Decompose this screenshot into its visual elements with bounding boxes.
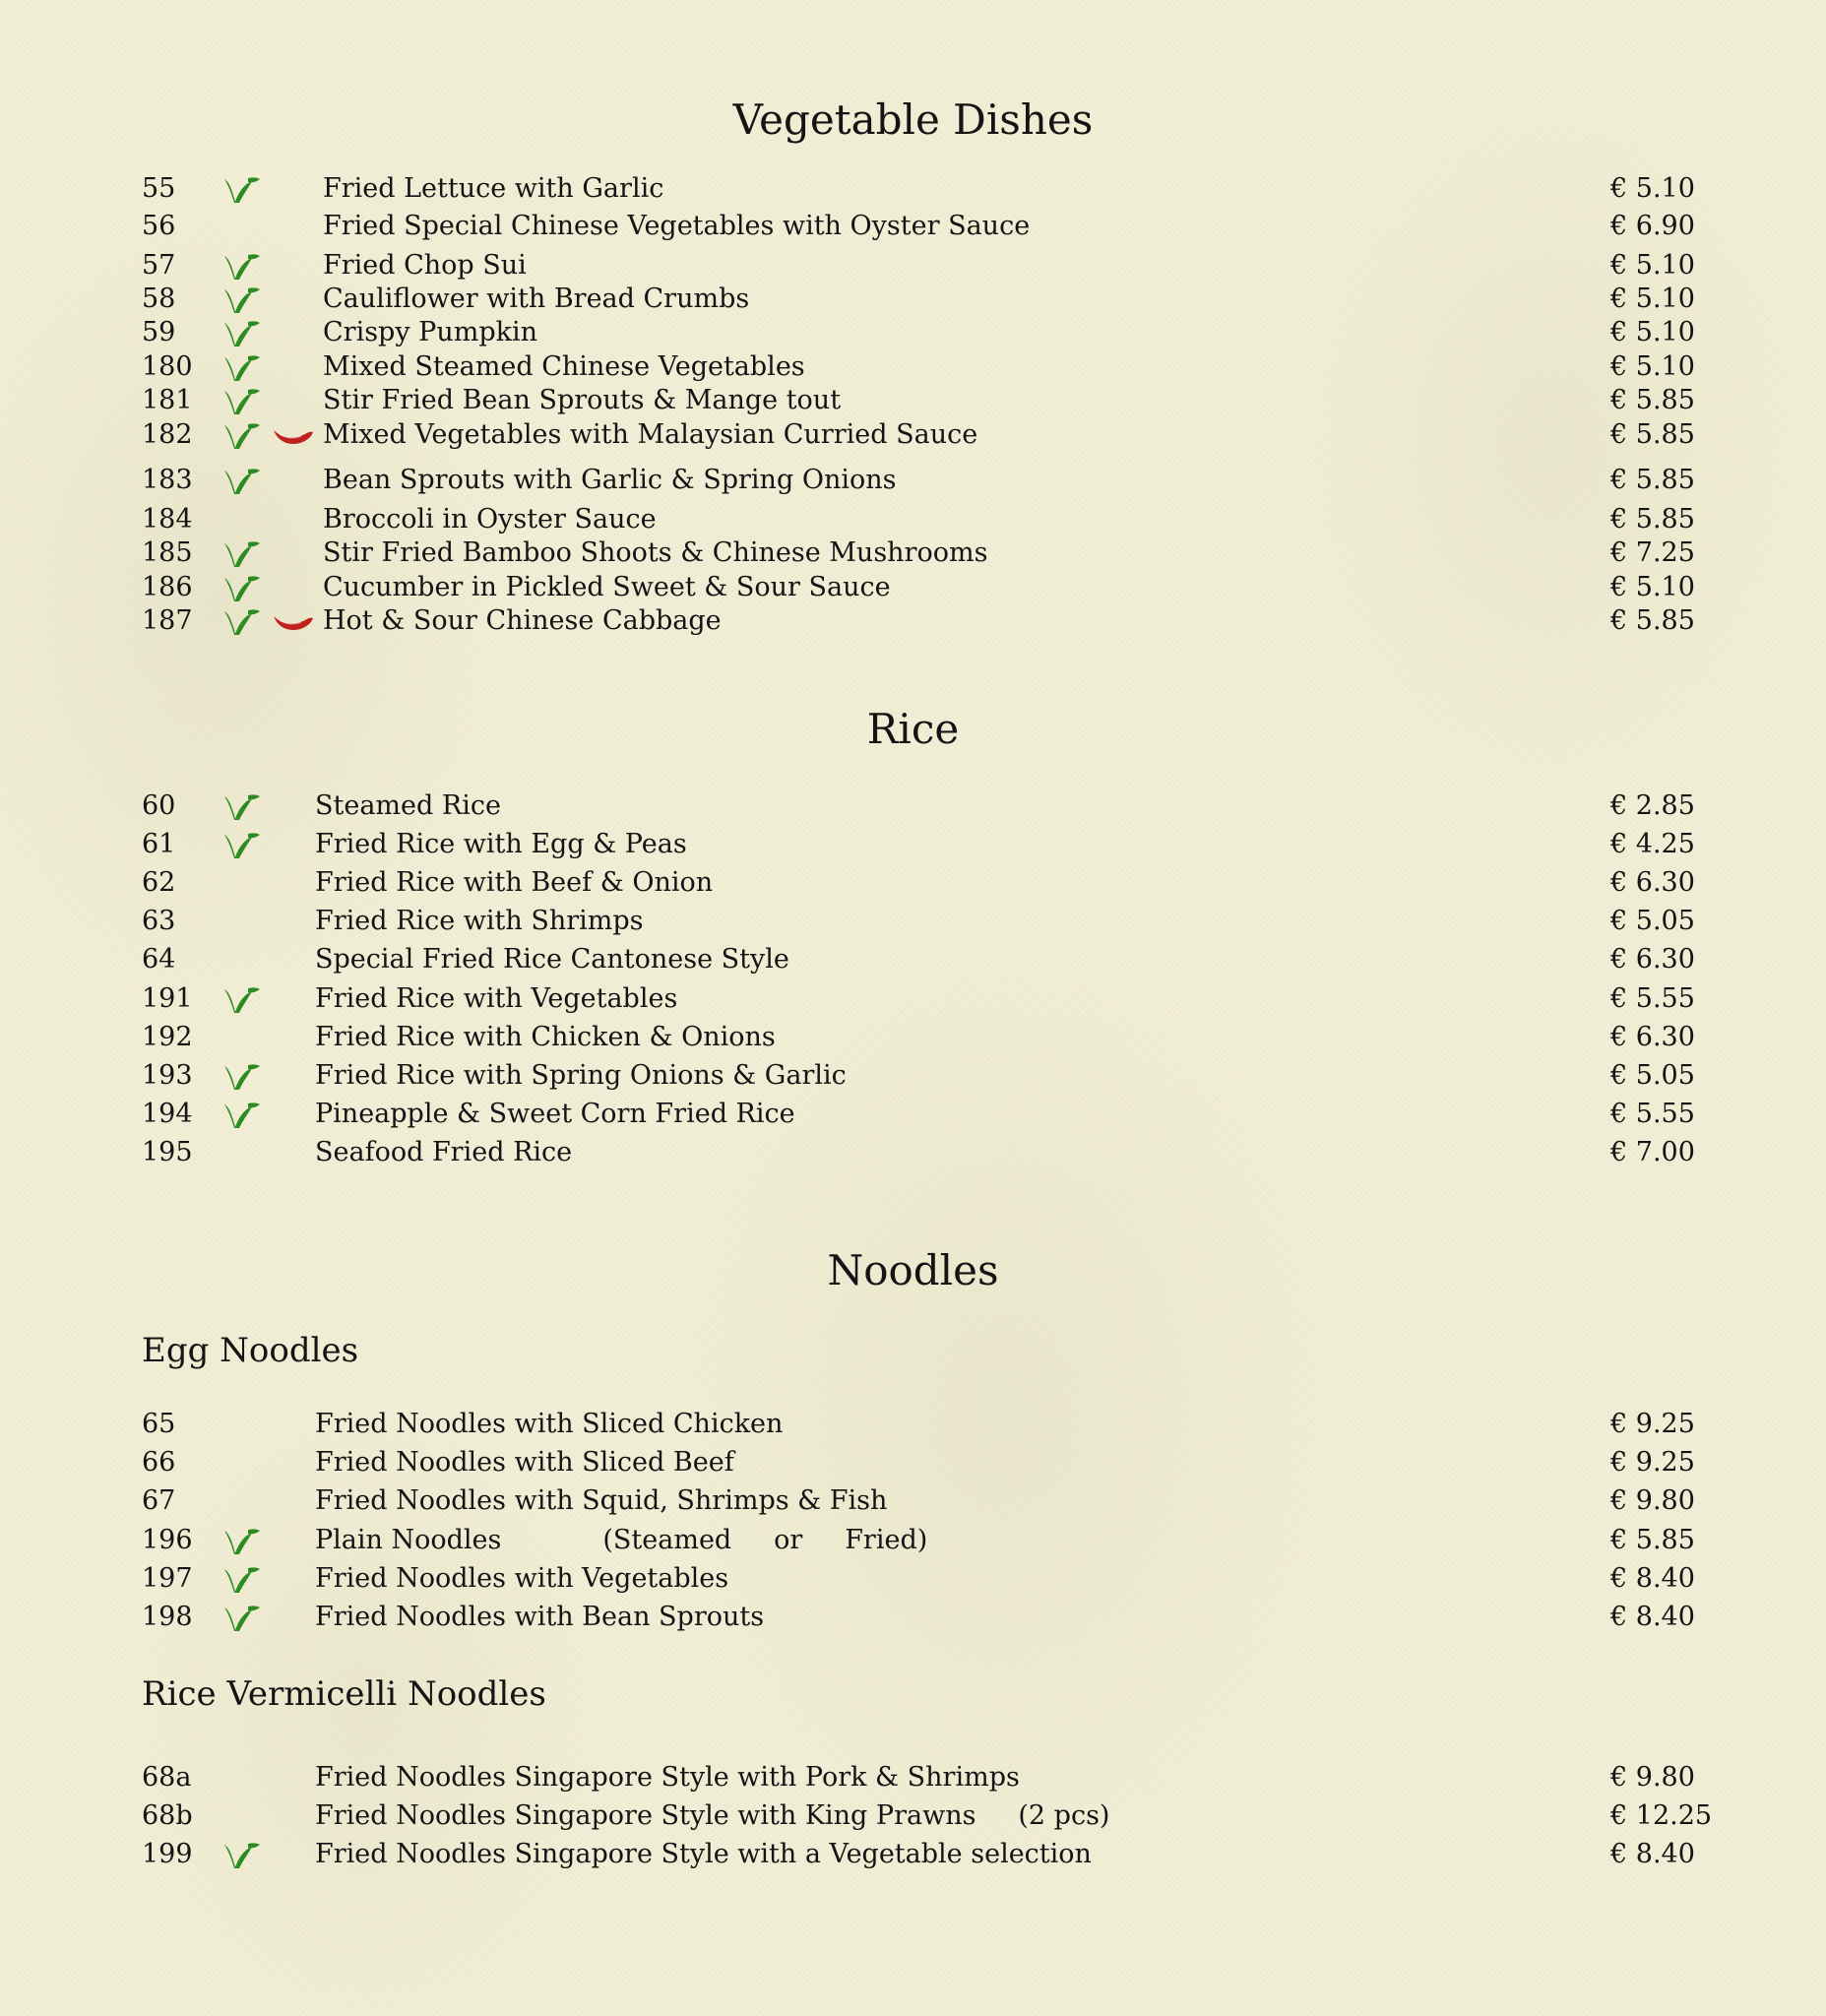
vegetarian-leaf-icon [222,607,262,637]
item-name: Crispy Pumpkin [323,317,538,347]
rice-dish-row [0,1098,1826,1131]
item-number: 194 [142,1099,193,1129]
vegetarian-leaf-icon [222,1604,262,1633]
item-number: 55 [142,173,176,204]
item-price: € 5.85 [1610,385,1695,415]
egg-noodle-row [0,1446,1826,1480]
vegetable-dish-row [0,172,1826,206]
item-number: 197 [142,1563,193,1594]
item-name: Fried Noodles Singapore Style with Pork & Shrimps [315,1762,1020,1793]
item-price: € 8.40 [1610,1839,1695,1869]
vegetarian-leaf-icon [222,1101,262,1130]
item-number: 187 [142,605,193,636]
chili-pepper-icon [272,424,315,448]
item-name: Seafood Fried Rice [315,1137,573,1167]
item-price: € 5.85 [1610,465,1695,495]
vegetarian-leaf-icon [222,387,262,416]
item-price: € 5.85 [1610,504,1695,535]
item-number: 198 [142,1602,193,1632]
vegetable-dish-row [0,249,1826,283]
item-name: Fried Noodles with Squid, Shrimps & Fish [315,1485,888,1516]
item-price: € 9.80 [1610,1762,1695,1793]
egg-noodle-row [0,1484,1826,1518]
egg-noodle-row [0,1524,1826,1557]
rice-dish-row [0,1059,1826,1093]
item-number: 56 [142,211,176,241]
vermicelli-noodle-row [0,1799,1826,1833]
item-price: € 7.00 [1610,1137,1695,1167]
vermicelli-noodle-row [0,1838,1826,1871]
item-number: 199 [142,1839,193,1869]
rice-dish-row [0,789,1826,823]
item-name: Fried Noodles with Sliced Beef [315,1447,734,1478]
item-number: 64 [142,944,176,975]
item-name: Fried Special Chinese Vegetables with Oyster Sauce [323,211,1031,241]
rice-title: Rice [866,705,960,753]
item-number: 67 [142,1485,176,1516]
item-name: Fried Rice with Vegetables [315,983,678,1014]
item-number: 182 [142,419,193,450]
item-price: € 5.85 [1610,1525,1695,1555]
rice-dish-row [0,828,1826,861]
item-name: Bean Sprouts with Garlic & Spring Onions [323,465,897,495]
item-name: Special Fried Rice Cantonese Style [315,944,789,975]
item-price: € 9.25 [1610,1409,1695,1439]
item-price: € 9.25 [1610,1447,1695,1478]
rice-dish-row [0,1136,1826,1169]
item-name: Cucumber in Pickled Sweet & Sour Sauce [323,572,891,602]
vegetarian-leaf-icon [222,792,262,822]
item-number: 191 [142,983,193,1014]
item-name: Fried Noodles with Vegetables [315,1563,729,1594]
item-price: € 5.10 [1610,173,1695,204]
item-name: Stir Fried Bamboo Shoots & Chinese Mushrooms [323,537,988,568]
item-name: Fried Chop Sui [323,250,527,281]
item-price: € 5.85 [1610,605,1695,636]
item-price: € 4.25 [1610,829,1695,859]
item-price: € 8.40 [1610,1563,1695,1594]
vegetable-dish-row [0,571,1826,604]
vegetarian-leaf-icon [222,319,262,348]
vegetable-dish-row [0,316,1826,349]
item-price: € 6.30 [1610,867,1695,898]
vegetable-dish-row [0,210,1826,243]
item-name: Mixed Vegetables with Malaysian Curried Sauce [323,419,978,450]
item-price: € 5.05 [1610,906,1695,936]
item-number: 62 [142,867,176,898]
item-number: 195 [142,1137,193,1167]
item-number: 66 [142,1447,176,1478]
item-number: 68b [142,1800,193,1831]
item-price: € 5.55 [1610,1099,1695,1129]
item-name: Fried Noodles with Bean Sprouts [315,1602,765,1632]
item-price: € 5.10 [1610,284,1695,314]
item-price: € 5.85 [1610,419,1695,450]
item-name: Mixed Steamed Chinese Vegetables [323,351,805,382]
item-number: 185 [142,537,193,568]
egg-noodle-row [0,1601,1826,1634]
item-name: Fried Noodles Singapore Style with a Vegetable selection [315,1839,1092,1869]
vegetarian-leaf-icon [222,467,262,496]
item-number: 193 [142,1060,193,1091]
vegetarian-leaf-icon [222,353,262,383]
item-name: Fried Rice with Egg & Peas [315,829,687,859]
rice-dish-row [0,866,1826,900]
item-name: Fried Noodles with Sliced Chicken [315,1409,784,1439]
item-price: € 12.25 [1610,1800,1713,1831]
item-number: 184 [142,504,193,535]
item-name: Pineapple & Sweet Corn Fried Rice [315,1099,795,1129]
item-price: € 5.55 [1610,983,1695,1014]
item-price: € 5.10 [1610,317,1695,347]
item-number: 61 [142,829,176,859]
vegetarian-leaf-icon [222,252,262,282]
item-number: 196 [142,1525,193,1555]
egg-noodle-row [0,1562,1826,1596]
item-name: Plain Noodles (Steamed or Fried) [315,1525,928,1555]
rice-dish-row [0,943,1826,976]
rice-dish-row [0,905,1826,938]
item-name: Fried Rice with Beef & Onion [315,867,714,898]
vegetarian-leaf-icon [222,285,262,315]
item-price: € 5.10 [1610,250,1695,281]
item-number: 68a [142,1762,192,1793]
vegetable-dishes-title: Vegetable Dishes [732,95,1094,144]
vegetarian-leaf-icon [222,831,262,860]
item-price: € 5.05 [1610,1060,1695,1091]
noodles-title: Noodles [827,1246,999,1294]
item-price: € 6.30 [1610,1022,1695,1052]
item-name: Hot & Sour Chinese Cabbage [323,605,722,636]
vegetarian-leaf-icon [222,1527,262,1556]
item-number: 186 [142,572,193,602]
item-price: € 8.40 [1610,1602,1695,1632]
vegetarian-leaf-icon [222,1062,262,1092]
vegetarian-leaf-icon [222,539,262,569]
vegetarian-leaf-icon [222,574,262,603]
vegetable-dish-row [0,384,1826,417]
vegetable-dish-row [0,604,1826,638]
vegetable-dish-row [0,350,1826,384]
vegetarian-leaf-icon [222,1841,262,1870]
egg-noodles-subtitle: Egg Noodles [142,1331,359,1370]
item-price: € 6.30 [1610,944,1695,975]
item-number: 57 [142,250,176,281]
item-number: 181 [142,385,193,415]
item-name: Steamed Rice [315,790,501,821]
vegetarian-leaf-icon [222,421,262,451]
item-number: 60 [142,790,176,821]
item-price: € 5.10 [1610,572,1695,602]
item-price: € 9.80 [1610,1485,1695,1516]
item-price: € 5.10 [1610,351,1695,382]
item-name: Fried Rice with Spring Onions & Garlic [315,1060,847,1091]
item-number: 65 [142,1409,176,1439]
item-price: € 2.85 [1610,790,1695,821]
item-name: Cauliflower with Bread Crumbs [323,284,750,314]
item-name: Fried Rice with Shrimps [315,906,644,936]
item-number: 63 [142,906,176,936]
item-number: 183 [142,465,193,495]
egg-noodle-row [0,1408,1826,1441]
item-name: Fried Rice with Chicken & Onions [315,1022,776,1052]
vegetarian-leaf-icon [222,985,262,1015]
item-name: Broccoli in Oyster Sauce [323,504,657,535]
item-name: Fried Noodles Singapore Style with King Prawns (2 pcs) [315,1800,1110,1831]
vegetarian-leaf-icon [222,1565,262,1595]
item-number: 58 [142,284,176,314]
item-number: 192 [142,1022,193,1052]
rice-dish-row [0,982,1826,1016]
vegetarian-leaf-icon [222,175,262,205]
vegetable-dish-row [0,536,1826,570]
item-price: € 6.90 [1610,211,1695,241]
item-name: Stir Fried Bean Sprouts & Mange tout [323,385,842,415]
item-number: 180 [142,351,193,382]
rice-dish-row [0,1021,1826,1054]
item-name: Fried Lettuce with Garlic [323,173,664,204]
item-number: 59 [142,317,176,347]
vegetable-dish-row [0,503,1826,536]
vegetable-dish-row [0,464,1826,497]
vegetable-dish-row [0,418,1826,452]
rice-vermicelli-subtitle: Rice Vermicelli Noodles [142,1674,546,1714]
vermicelli-noodle-row [0,1761,1826,1795]
item-price: € 7.25 [1610,537,1695,568]
vegetable-dish-row [0,283,1826,316]
chili-pepper-icon [272,610,315,634]
